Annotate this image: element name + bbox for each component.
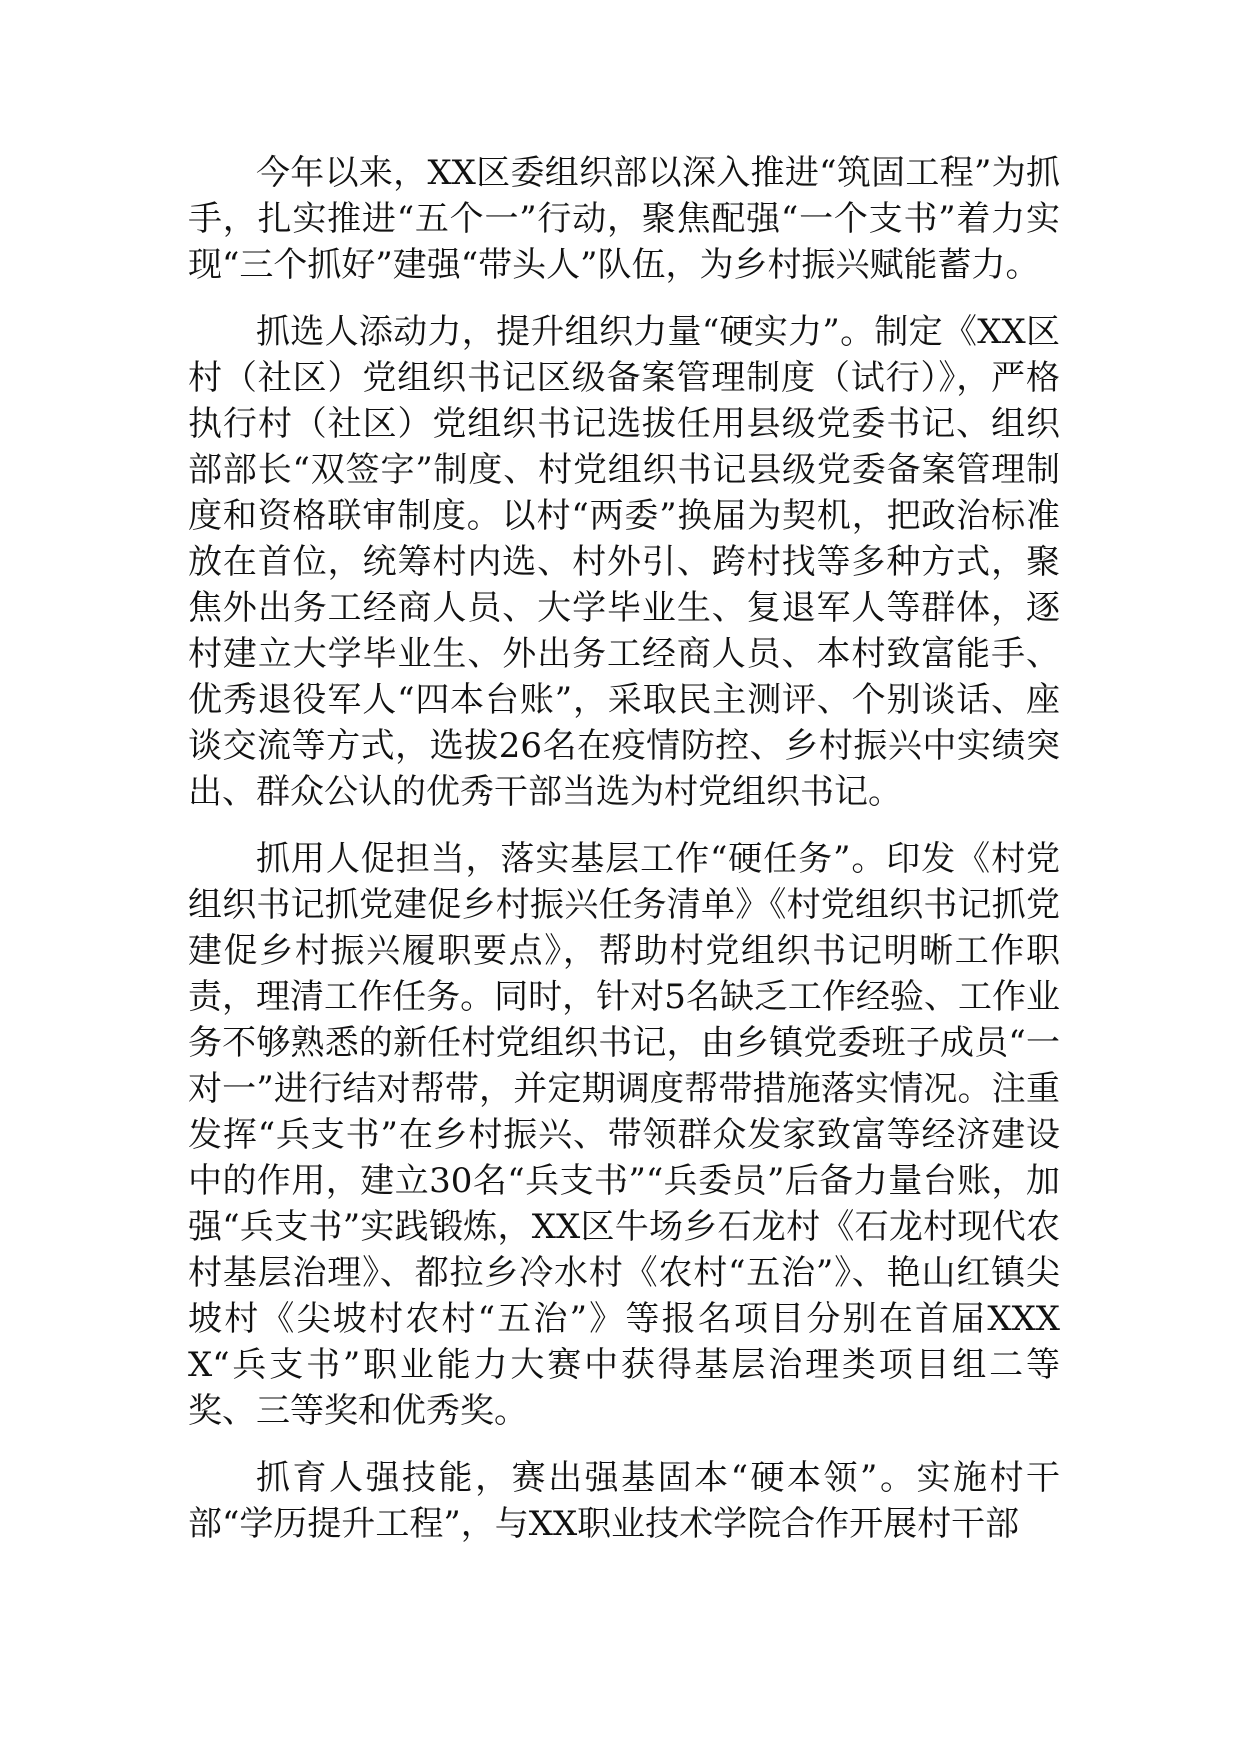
paragraph-selection: 抓选人添动力，提升组织力量“硬实力”。制定《XX区村（社区）党组织书记区级备案管理制度（试行）》，严格执行村（社区）党组织书记选拔任用县级党委书记、组织部部长“双签字”制度、村党组织书记县级党委备案管理制度和资格联审制度。以村“两委”换届为契机，把政治标准放在首位，统筹村内选、村外引、跨村找等多种方式，聚焦外出务工经商人员、大学毕业生、复退军人等群体，逐村建立大学毕业生、外出务工经商人员、本村致富能手、优秀退役军人“四本台账”，采取民主测评、个别谈话、座谈交流等方式，选拔26名在疫情防控、乡村振兴中实绩突出、群众公认的优秀干部当选为村党组织书记。 — [188, 312, 1060, 812]
paragraph-employment: 抓用人促担当，落实基层工作“硬任务”。印发《村党组织书记抓党建促乡村振兴任务清单》《村党组织书记抓党建促乡村振兴履职要点》，帮助村党组织书记明晰工作职责，理清工作任务。同时，针对5名缺乏工作经验、工作业务不够熟悉的新任村党组织书记，由乡镇党委班子成员“一对一”进行结对帮带，并定期调度帮带措施落实情况。注重发挥“兵支书”在乡村振兴、带领群众发家致富等经济建设中的作用，建立30名“兵支书”“兵委员”后备力量台账，加强“兵支书”实践锻炼，XX区牛场乡石龙村《石龙村现代农村基层治理》、都拉乡冷水村《农村“五治”》、艳山红镇尖坡村《尖坡村农村“五治”》等报名项目分别在首届XXXX“兵支书”职业能力大赛中获得基层治理类项目组二等奖、三等奖和优秀奖。 — [188, 839, 1060, 1431]
document-body — [188, 150, 1060, 1568]
paragraph-training: 抓育人强技能，赛出强基固本“硬本领”。实施村干部“学历提升工程”，与XX职业技术学院合作开展村干部 — [188, 1458, 1060, 1544]
paragraph-intro: 今年以来，XX区委组织部以深入推进“筑固工程”为抓手，扎实推进“五个一”行动，聚焦配强“一个支书”着力实现“三个抓好”建强“带头人”队伍，为乡村振兴赋能蓄力。 — [188, 153, 1060, 285]
